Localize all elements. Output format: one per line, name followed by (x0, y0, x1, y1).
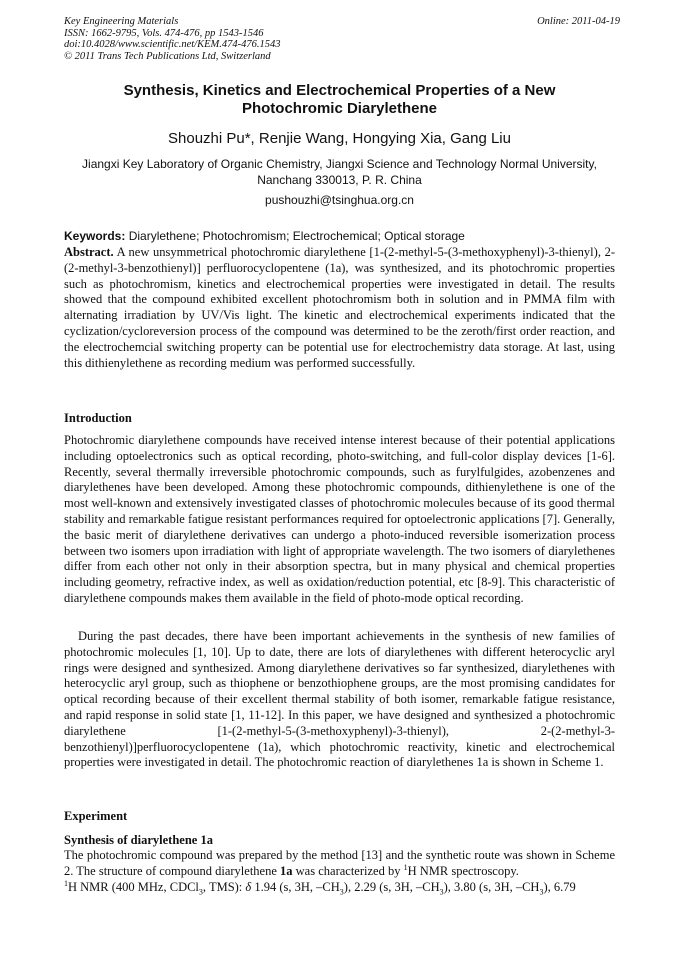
nmr-text-e: ), 3.80 (s, 3H, –CH (443, 879, 540, 894)
journal-header (64, 16, 620, 62)
synthesis-heading: Synthesis of diarylethene 1a (64, 833, 213, 847)
nmr-text-d: ), 2.29 (s, 3H, –CH (343, 879, 440, 894)
affiliation-line-1: Jiangxi Key Laboratory of Organic Chemistry, Jiangxi Science and Technology Normal University, (82, 157, 597, 171)
delta-symbol: δ (245, 879, 252, 894)
copyright-line: © 2011 Trans Tech Publications Ltd, Switzerland (64, 50, 271, 62)
issn-line: ISSN: 1662-9795, Vols. 474-476, pp 1543-1546 (64, 27, 264, 39)
abstract-text: A new unsymmetrical photochromic diarylethene [1-(2-methyl-5-(3-methoxyphenyl)-3-thienyl), 2-(2-methyl-3-benzothienyl)] perfluorocyclopentene (1a), was synthesized, and its photochromic properties such as photochromism, kinetics and electrochemical properties were investigated in detail. The results showed that the compound exhibited excellent photochromism both in solution and in PMMA film with alternating irradiation by UV/Vis light. The kinetic and electrochemical experiments indicated that the cyclization/cycloreversion process of the compound was determined to be the zeroth/first order reaction, and the electrochemcial switching property can be potential use for electrochemistry data storage. At last, using this dithienylethene as recording medium was performed successfully. (64, 245, 615, 370)
superscript: 1 (403, 862, 408, 872)
subscript: 3 (539, 887, 544, 897)
keywords (64, 229, 615, 244)
intro-paragraph-1: Photochromic diarylethene compounds have received intense interest because of their potential applications including optoelectronics such as optical recording, photo-switching, and full-color display devices [1-6]. Recently, several thermally irreversible photochromic compounds, such as furylfulgides, azobenzenes and diarylethenes have been developed. Among these photochromic compounds, dithienylethene is one of the most well-known and extensively investigated classes of photochromic molecules because of its good thermal stability and remarkable fatigue resistant performances required for optoelectronic applications [7]. Generally, the basic merit of diarylethene derivatives can undergo a photo-induced reversible isomerization process between two isomers upon irradiation with light of appropriate wavelength. The two isomers of diarylethenes differ from each other not only in their absorption spectra, but in many physical and chemical properties including geometry, refractive index, as well as oxidation/reduction potential, etc [8-9]. This characteristic of diarylethene compounds makes them available in the field of photo-mode optical recording. (64, 433, 615, 605)
abstract-label: Abstract. (64, 245, 114, 259)
superscript: 1 (64, 878, 68, 888)
journal-name: Key Engineering Materials (64, 16, 179, 27)
subscript: 3 (439, 887, 444, 897)
nmr-text-f: ), 6.79 (543, 879, 576, 894)
synthesis-text-c: H NMR spectroscopy. (407, 863, 519, 878)
nmr-text-c: 1.94 (s, 3H, –CH (251, 879, 340, 894)
keywords-text: Diarylethene; Photochromism; Electrochemical; Optical storage (125, 229, 465, 243)
experiment-heading: Experiment (64, 809, 128, 823)
compound-label: 1a (280, 863, 293, 878)
online-date: Online: 2011-04-19 (537, 16, 620, 27)
nmr-text-a: H NMR (400 MHz, CDCl (68, 879, 199, 894)
nmr-text-b: , TMS): (202, 879, 246, 894)
paper-title (64, 82, 615, 118)
synthesis-text-b: was characterized by (292, 863, 404, 878)
author-email: pushouzhi@tsinghua.org.cn (265, 193, 414, 207)
keywords-label: Keywords: (64, 229, 126, 243)
synthesis-text-a: The photochromic compound was prepared by the method [13] and the synthetic route was shown in Scheme 2. The structure of compound diarylethene (64, 848, 615, 878)
abstract (64, 245, 615, 371)
synthesis-paragraph (64, 848, 615, 895)
affiliation-line-2: Nanchang 330013, P. R. China (257, 172, 422, 187)
title-line-1: Synthesis, Kinetics and Electrochemical Properties of a New (123, 82, 556, 99)
title-line-2: Photochromic Diarylethene (241, 100, 438, 117)
author-list: Shouzhi Pu*, Renjie Wang, Hongying Xia, Gang Liu (168, 130, 511, 147)
subscript: 3 (339, 887, 344, 897)
doi-line: doi:10.4028/www.scientific.net/KEM.474-476.1543 (64, 39, 281, 50)
subscript: 3 (198, 887, 203, 897)
affiliation (64, 157, 615, 188)
introduction-heading: Introduction (64, 411, 132, 425)
intro-paragraph-2: During the past decades, there have been important achievements in the synthesis of new families of photochromic molecules [1, 10]. Up to date, there are lots of diarylethenes with different heterocyclic aryl rings were designed and synthesized. Among diarylethene derivatives so far synthesized, diarylethenes with heterocyclic aryl group, such as thiophene or benzothiophene groups, are the most promising candidates for optical recording because of their excellent thermal stability of both isomer, remarkable fatigue resistance, and rapid response in solid state [1, 11-12]. In this paper, we have designed and synthesized a photochromic diarylethene [1-(2-methyl-5-(3-methoxyphenyl)-3-thienyl), 2-(2-methyl-3-benzothienyl)]perfluorocyclopentene (1a), which photochromic reactivity, kinetic and electrochemical properties were investigated in detail. The photochromic reaction of diarylethenes 1a is shown in Scheme 1. (64, 629, 615, 770)
